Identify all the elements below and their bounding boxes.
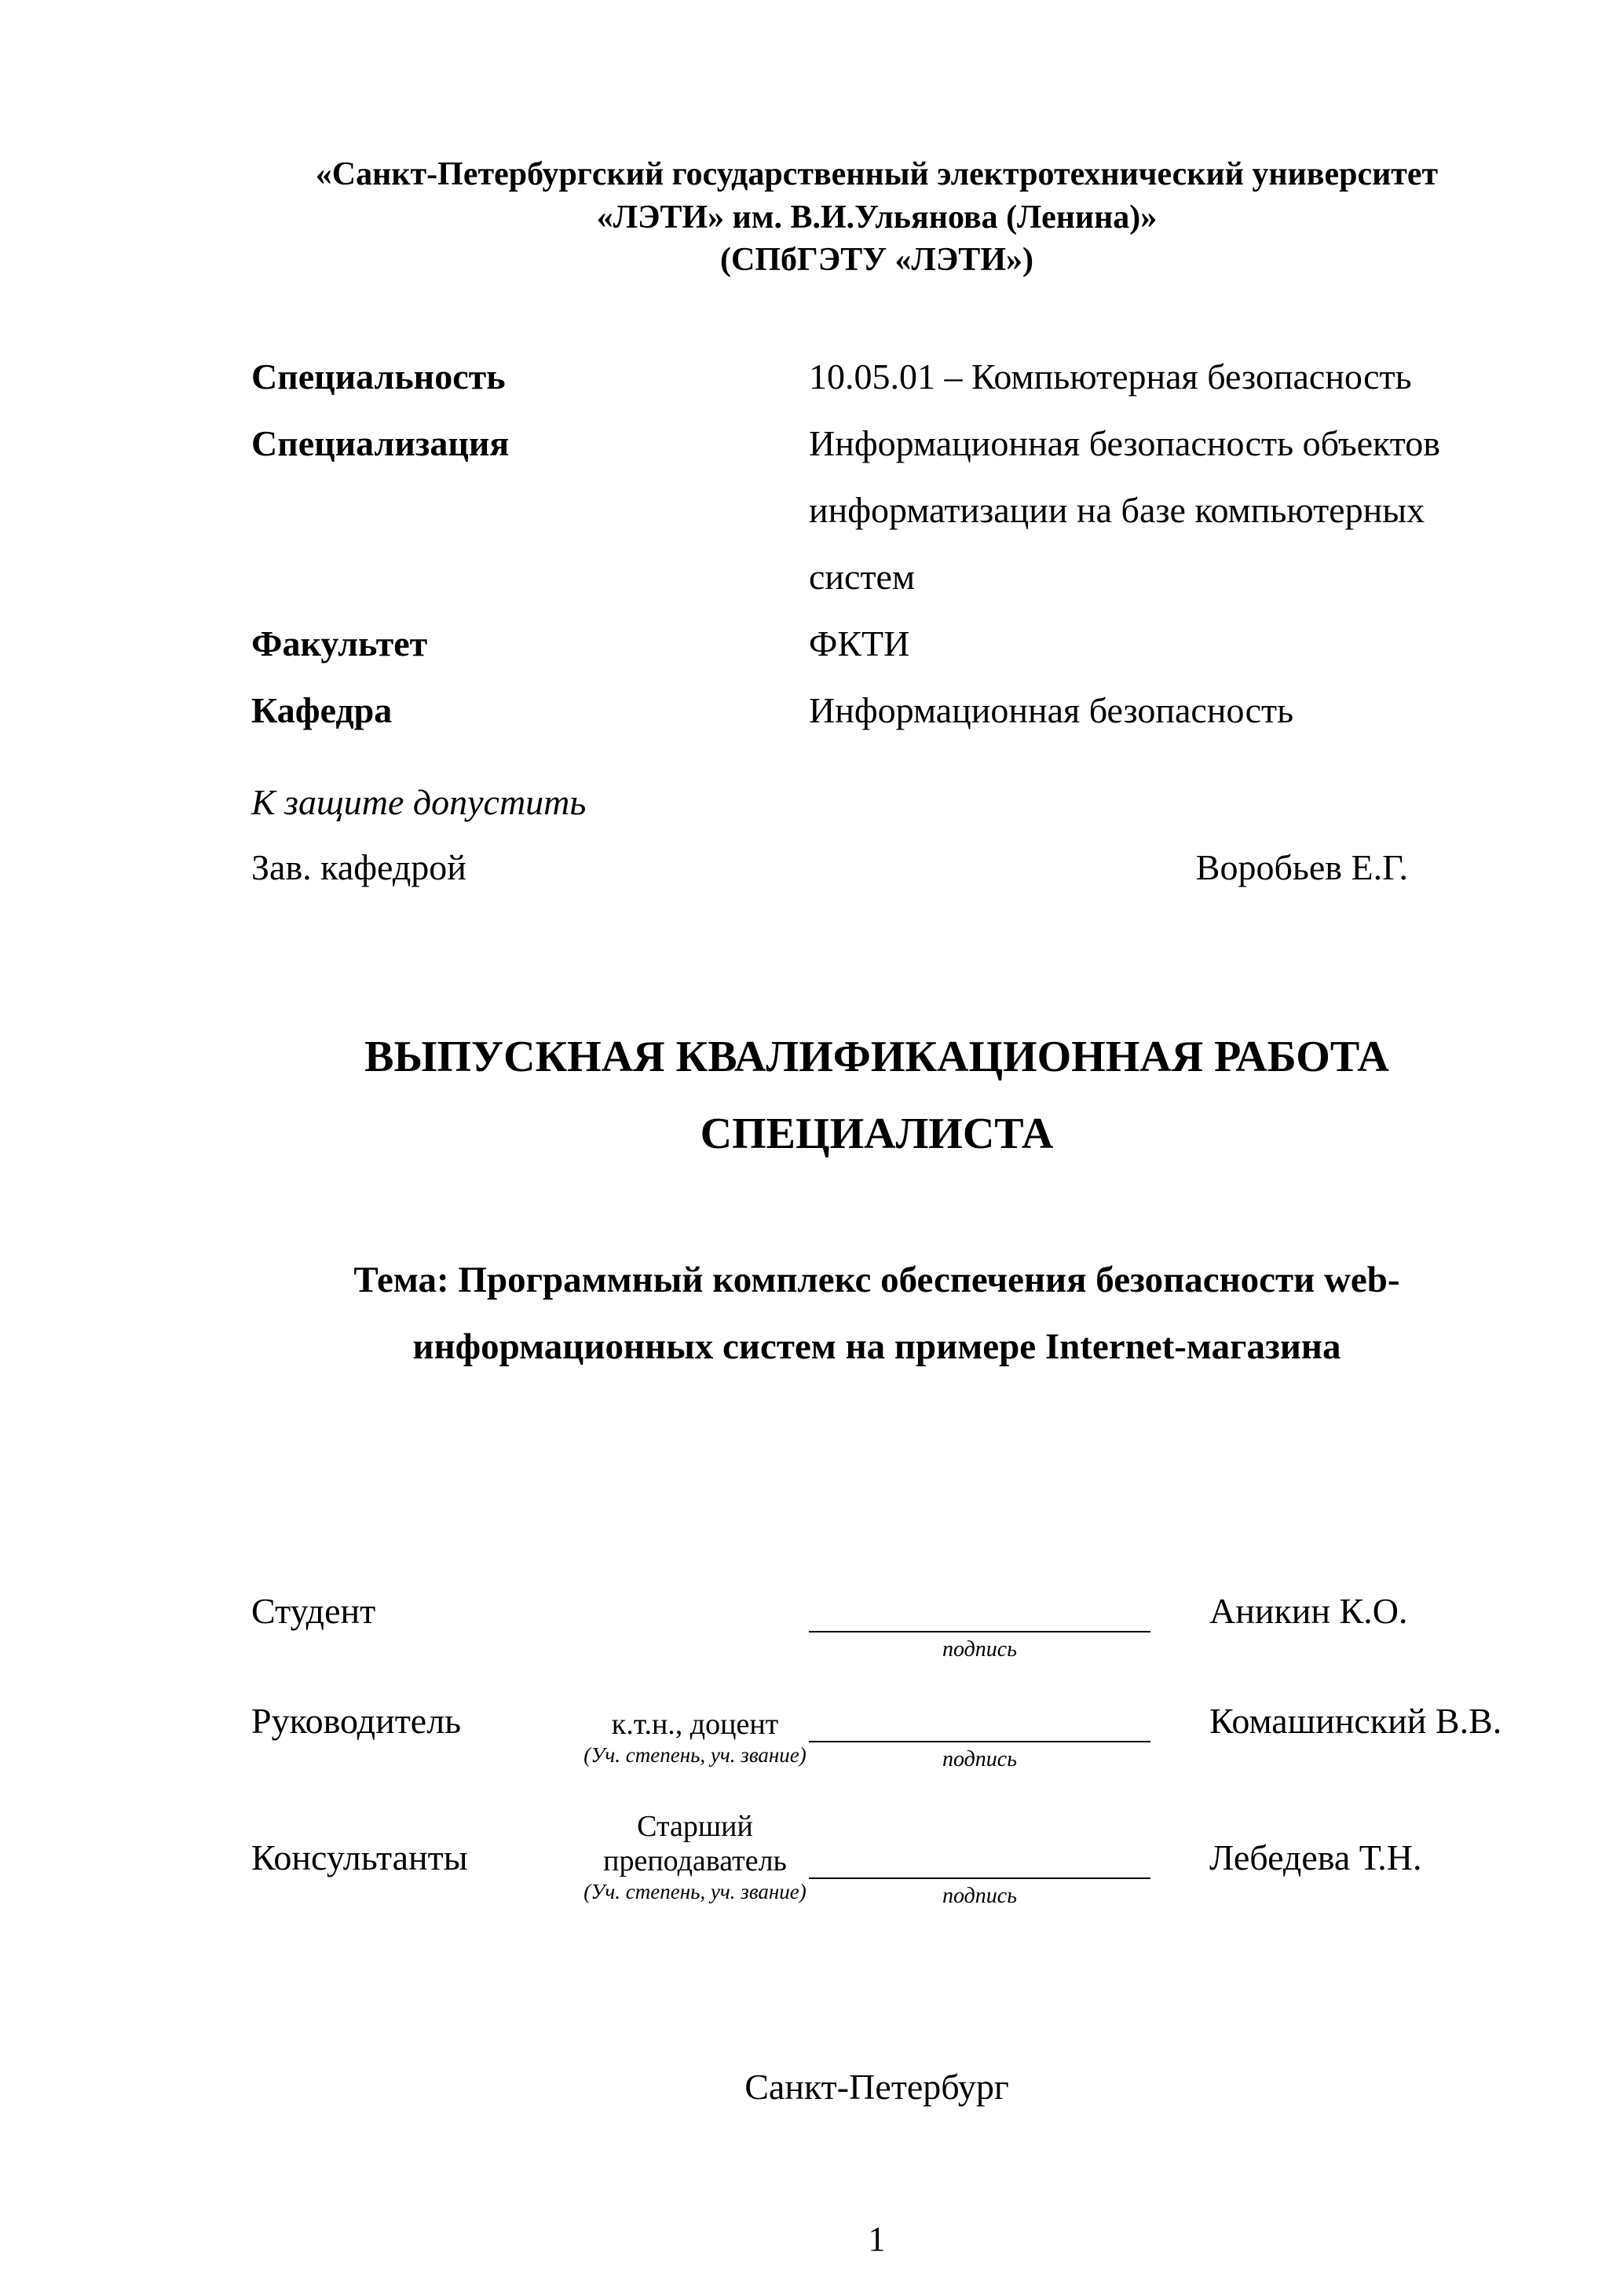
signatures-section [251, 1590, 1502, 1908]
specialization-label: Специализация [251, 422, 510, 463]
department-head-label: Зав. кафедрой [251, 847, 466, 888]
student-signature-line [809, 1590, 1150, 1632]
university-name-line-2: «ЛЭТИ» им. В.И.Ульянова (Ленина)» [596, 199, 1158, 236]
university-name-line-3: (СПбГЭТУ «ЛЭТИ») [720, 242, 1033, 279]
student-signature-caption: подпись [942, 1637, 1017, 1662]
student-role-label: Студент [251, 1591, 376, 1632]
program-info [251, 343, 1502, 744]
university-name-line-1: «Санкт-Петербургский государственный электротехнический университет [315, 156, 1439, 192]
department-value: Информационная безопасность [809, 690, 1294, 731]
faculty-value: ФКТИ [809, 623, 910, 664]
supervisor-name: Комашинский В.В. [1209, 1701, 1502, 1742]
admit-to-defense-line: К защите допустить [251, 782, 587, 823]
department-head-row [251, 835, 1502, 901]
student-signature-field [809, 1590, 1162, 1662]
supervisor-signature-field [809, 1700, 1162, 1772]
consultants-degree-text: Старший преподаватель [603, 1810, 787, 1877]
city-label: Санкт-Петербург [744, 2066, 1009, 2107]
consultants-signature-line [809, 1837, 1150, 1879]
specialization-value: Информационная безопасность объектов информатизации на базе компьютерных систем [809, 422, 1441, 598]
supervisor-role-label: Руководитель [251, 1701, 462, 1742]
university-header [251, 153, 1502, 282]
supervisor-signature-caption: подпись [942, 1747, 1017, 1772]
department-head-name: Воробьев Е.Г. [1195, 847, 1408, 888]
consultants-signature-field [809, 1837, 1162, 1908]
specialty-label: Специальность [251, 356, 506, 397]
student-name: Аникин К.О. [1209, 1591, 1408, 1632]
signature-row-consultants [251, 1810, 1502, 1908]
signature-row-supervisor [251, 1700, 1502, 1772]
work-title [251, 1018, 1502, 1172]
supervisor-degree-note: (Уч. степень, уч. звание) [583, 1743, 807, 1768]
theme-line-2: информационных систем на примере Internet-магазина [412, 1325, 1341, 1367]
faculty-label: Факультет [251, 623, 428, 664]
signature-row-student [251, 1590, 1502, 1662]
page-number: 1 [868, 2219, 886, 2258]
theme-title [251, 1247, 1502, 1380]
approval-block [251, 770, 1502, 901]
consultants-degree-note: (Уч. степень, уч. звание) [583, 1879, 807, 1903]
supervisor-degree [581, 1708, 809, 1768]
consultants-role-label: Консультанты [251, 1837, 468, 1877]
consultants-degree [581, 1810, 809, 1903]
supervisor-signature-line [809, 1700, 1150, 1742]
consultants-signature-caption: подпись [942, 1883, 1017, 1908]
supervisor-degree-text: к.т.н., доцент [611, 1708, 779, 1742]
specialty-value: 10.05.01 – Компьютерная безопасность [809, 356, 1412, 397]
work-title-line-2: СПЕЦИАЛИСТА [700, 1109, 1054, 1158]
consultants-name: Лебедева Т.Н. [1209, 1837, 1422, 1877]
department-label: Кафедра [251, 690, 393, 731]
theme-line-1: Тема: Программный комплекс обеспечения безопасности web- [353, 1259, 1400, 1300]
work-title-line-1: ВЫПУСКНАЯ КВАЛИФИКАЦИОННАЯ РАБОТА [364, 1032, 1389, 1081]
